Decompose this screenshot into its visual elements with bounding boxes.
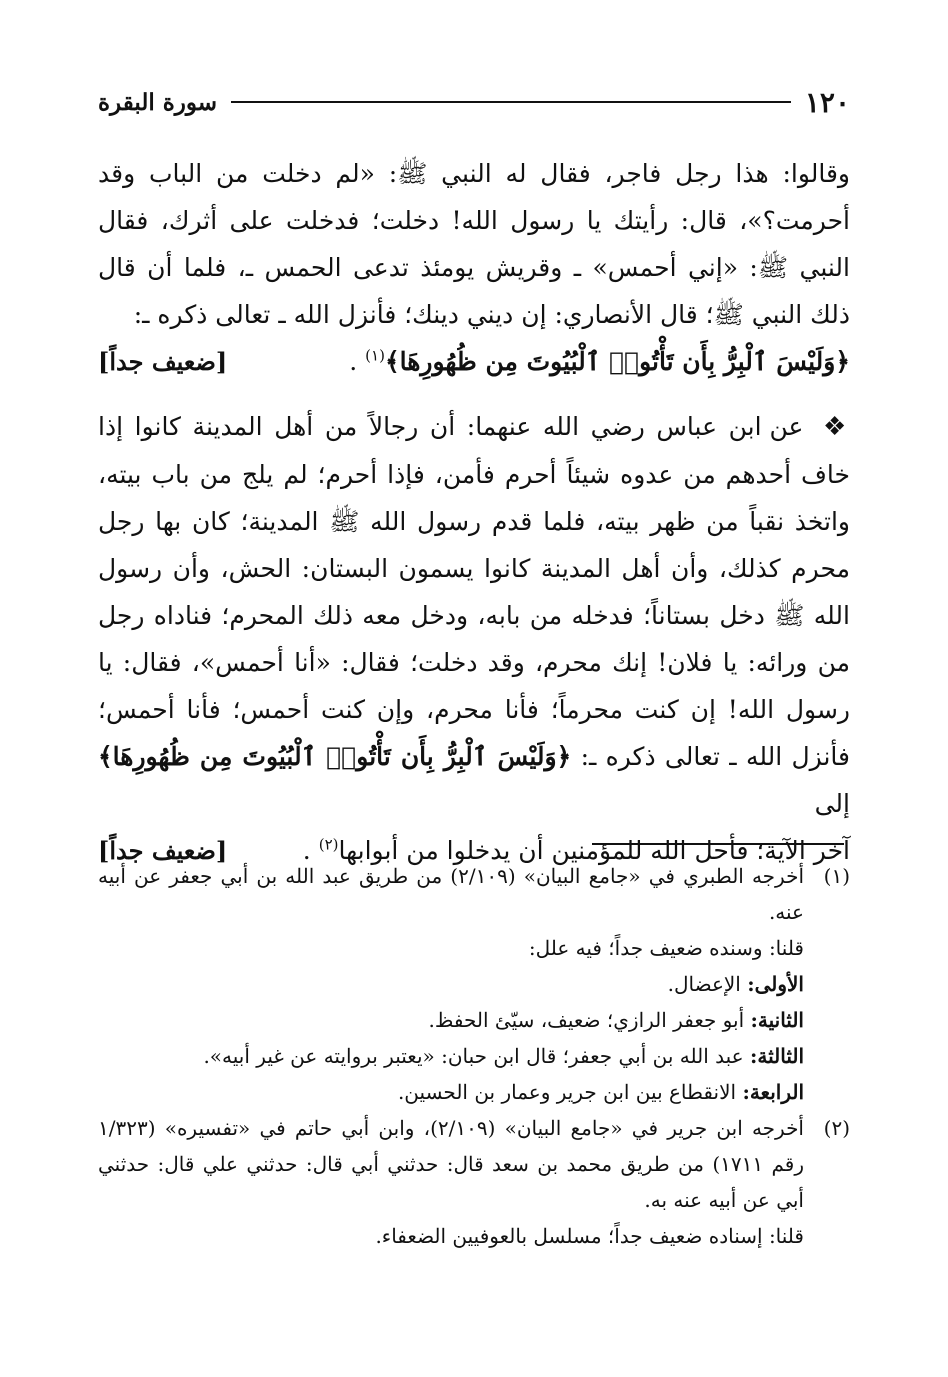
footnotes <box>98 858 850 1254</box>
page-header <box>98 82 850 122</box>
footnote-ref-2[interactable]: (٢) <box>318 835 339 854</box>
paragraph-1-end: . <box>349 347 358 376</box>
footnote-2-note: قلنا: إسناده ضعيف جداً؛ مسلسل بالعوفيين الضعفاء. <box>375 1224 804 1248</box>
quran-verse-1: ﴿وَلَيْسَ ٱلْبِرُّ بِأَن تَأْتُوا۟ ٱلْبُيُوتَ مِن ظُهُورِهَا﴾ <box>384 347 850 376</box>
paragraph-1 <box>98 150 850 385</box>
grade-badge-2: [ضعيف جداً] <box>98 836 228 865</box>
footnote-divider <box>592 843 844 845</box>
paragraph-2-text-after: إلى <box>814 789 850 818</box>
footnote-2-text: أخرجه ابن جرير في «جامع البيان» (٢/١٠٩)، وابن أبي حاتم في «تفسيره» (١/٣٢٣ رقم ١٧١١) من طريق محمد بن سعد قال: حدثني أبي قال: حدثني علي قال: حدثني أبي عن أبيه عنه به. <box>98 1116 804 1212</box>
footnote-1-number: (١) <box>823 864 850 888</box>
footnote-1-note: قلنا: وسنده ضعيف جداً؛ فيه علل: <box>528 936 804 960</box>
paragraph-1-tail <box>98 338 850 385</box>
footnote-1-item: الرابعة: الانقطاع بين ابن جرير وعمار بن الحسين. <box>397 1080 804 1104</box>
footnote-1 <box>98 858 850 1110</box>
paragraph-marker-icon: ❖ <box>823 412 851 442</box>
paragraph-2-end: . <box>302 836 311 865</box>
header-rule <box>231 101 791 103</box>
footnote-1-text: أخرجه الطبري في «جامع البيان» (٢/١٠٩) من طريق عبد الله بن أبي جعفر عن أبيه عنه. <box>98 864 805 924</box>
footnote-1-item: الأولى: الإعضال. <box>667 972 804 996</box>
footnote-1-item: الثانية: أبو جعفر الرازي؛ ضعيف، سيّئ الحفظ. <box>428 1008 804 1032</box>
paragraph-2-text: عن ابن عباس رضي الله عنهما: أن رجالاً من أهل المدينة كانوا إذا خاف أحدهم من عدوه شيئاً أحرم فأمن، فإذا أحرم؛ لم يلج من باب بيته، واتخذ نقباً من ظهر بيته، فلما قدم رسول الله ﷺ المدينة؛ كان بها رجل محرم كذلك، وأن أهل المدينة كانوا يسمون البستان: الحش، وأن رسول الله ﷺ دخل بستاناً؛ فدخله من بابه، ودخل معه ذلك المحرم؛ فناداه رجل من ورائه: يا فلان! إنك محرم، وقد دخلت؛ فقال: «أنا أحمس»، فقال: يا رسول الله! إن كنت محرماً؛ فأنا محرم، وإن كنت أحمس؛ فأنا أحمس؛ فأنزل الله ـ تعالى ذكره ـ: <box>98 412 850 771</box>
footnote-2-number: (٢) <box>823 1116 850 1140</box>
main-text <box>98 150 850 874</box>
grade-badge-1: [ضعيف جداً] <box>98 347 228 376</box>
surah-title: سورة البقرة <box>98 88 218 116</box>
footnote-2 <box>98 1110 850 1254</box>
paragraph-1-text: وقالوا: هذا رجل فاجر، فقال له النبي ﷺ: «لم دخلت من الباب وقد أحرمت؟»، قال: رأيتك يا رسول الله! دخلت؛ فدخلت على أثرك، فقال النبي ﷺ: «إني أحمس» ـ وقريش يومئذ تدعى الحمس ـ، فلما أن قال ذلك النبي ﷺ؛ قال الأنصاري: إن ديني دينك؛ فأنزل الله ـ تعالى ذكره ـ: <box>98 159 850 329</box>
page-number: ١٢٠ <box>804 85 850 119</box>
quran-verse-2: ﴿وَلَيْسَ ٱلْبِرُّ بِأَن تَأْتُوا۟ ٱلْبُيُوتَ مِن ظُهُورِهَا﴾ <box>98 742 572 771</box>
footnote-1-item: الثالثة: عبد الله بن أبي جعفر؛ قال ابن حبان: «يعتبر بروايته عن غير أبيه». <box>203 1044 804 1068</box>
footnote-1-body <box>98 858 804 1110</box>
paragraph-2-last-line: آخر الآية؛ فأحل الله للمؤمنين أن يدخلوا من أبوابها <box>338 836 850 865</box>
footnote-ref-1[interactable]: (١) <box>365 346 385 365</box>
paragraph-2 <box>98 403 850 874</box>
footnote-2-body <box>98 1110 804 1254</box>
